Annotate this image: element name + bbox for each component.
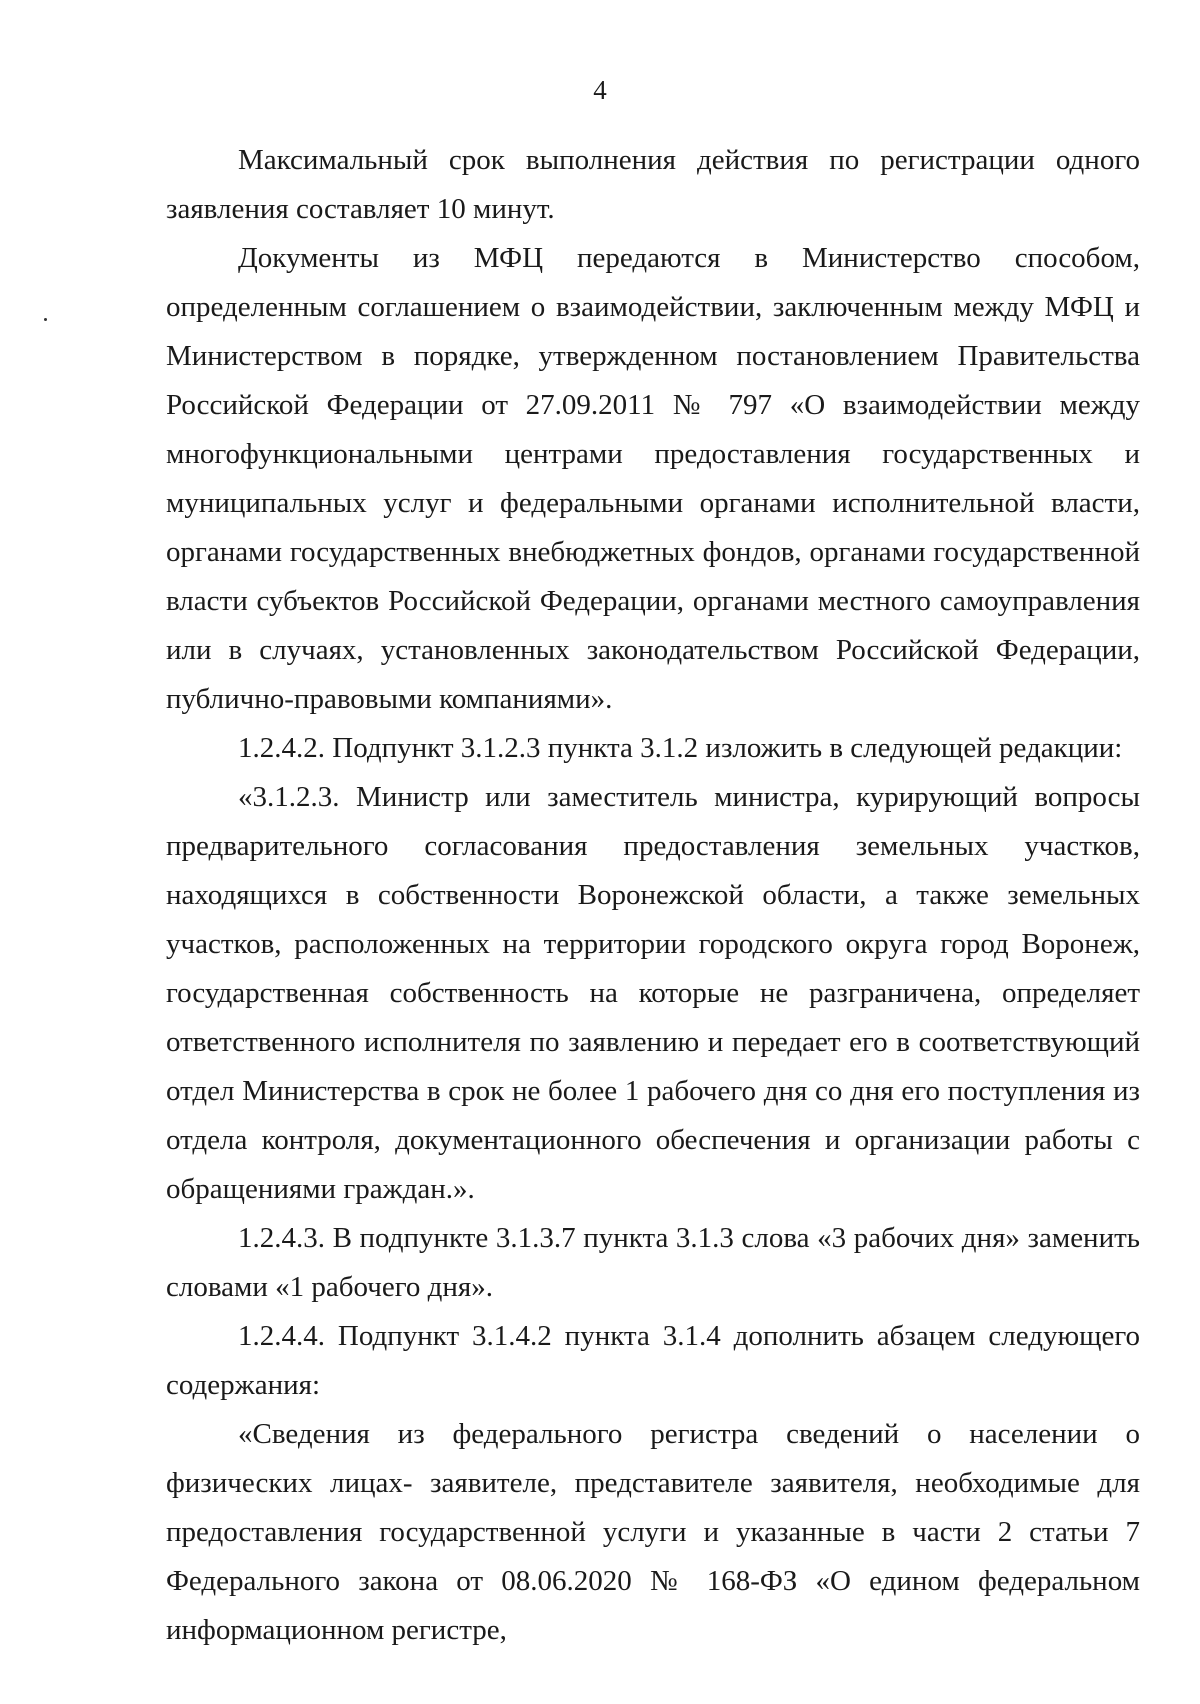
paragraph-registry-info: «Сведения из федерального регистра сведений о населении о физических лицах- заявителе, представителе заявителя, необходимые для предоставления государственной услуги и указанные в части 2 статьи 7 Федерального закона от 08.06.2020 № 168-ФЗ «О едином федеральном информационном регистре,	[166, 1418, 1140, 1646]
paragraph-clause-3-1-2-3: «3.1.2.3. Министр или заместитель министра, курирующий вопросы предварительного согласования предоставления земельных участков, находящихся в собственности Воронежской области, а также земельных участков, расположенных на территории городского округа город Воронеж, государственная собственность на которые не разграничена, определяет ответственного исполнителя по заявлению и передает его в соответствующий отдел Министерства в срок не более 1 рабочего дня со дня его поступления из отдела контроля, документационного обеспечения и организации работы с обращениями граждан.».	[166, 781, 1140, 1205]
margin-dot	[44, 318, 47, 321]
document-body	[166, 136, 1140, 1655]
paragraph-amendment-1-2-4-2: 1.2.4.2. Подпункт 3.1.2.3 пункта 3.1.2 изложить в следующей редакции:	[238, 732, 1123, 764]
paragraph-amendment-1-2-4-4: 1.2.4.4. Подпункт 3.1.4.2 пункта 3.1.4 дополнить абзацем следующего содержания:	[166, 1320, 1140, 1401]
paragraph-amendment-1-2-4-3: 1.2.4.3. В подпункте 3.1.3.7 пункта 3.1.3 слова «3 рабочих дня» заменить словами «1 рабочего дня».	[166, 1222, 1140, 1303]
paragraph-mfc-documents: Документы из МФЦ передаются в Министерство способом, определенным соглашением о взаимодействии, заключенным между МФЦ и Министерством в порядке, утвержденном постановлением Правительства Российской Федерации от 27.09.2011 № 797 «О взаимодействии между многофункциональными центрами предоставления государственных и муниципальных услуг и федеральными органами исполнительной власти, органами государственных внебюджетных фондов, органами государственной власти субъектов Российской Федерации, органами местного самоуправления или в случаях, установленных законодательством Российской Федерации, публично-правовыми компаниями».	[166, 242, 1140, 715]
paragraph-processing-time: Максимальный срок выполнения действия по регистрации одного заявления составляет 10 минут.	[166, 144, 1140, 225]
page-number: 4	[593, 75, 607, 105]
